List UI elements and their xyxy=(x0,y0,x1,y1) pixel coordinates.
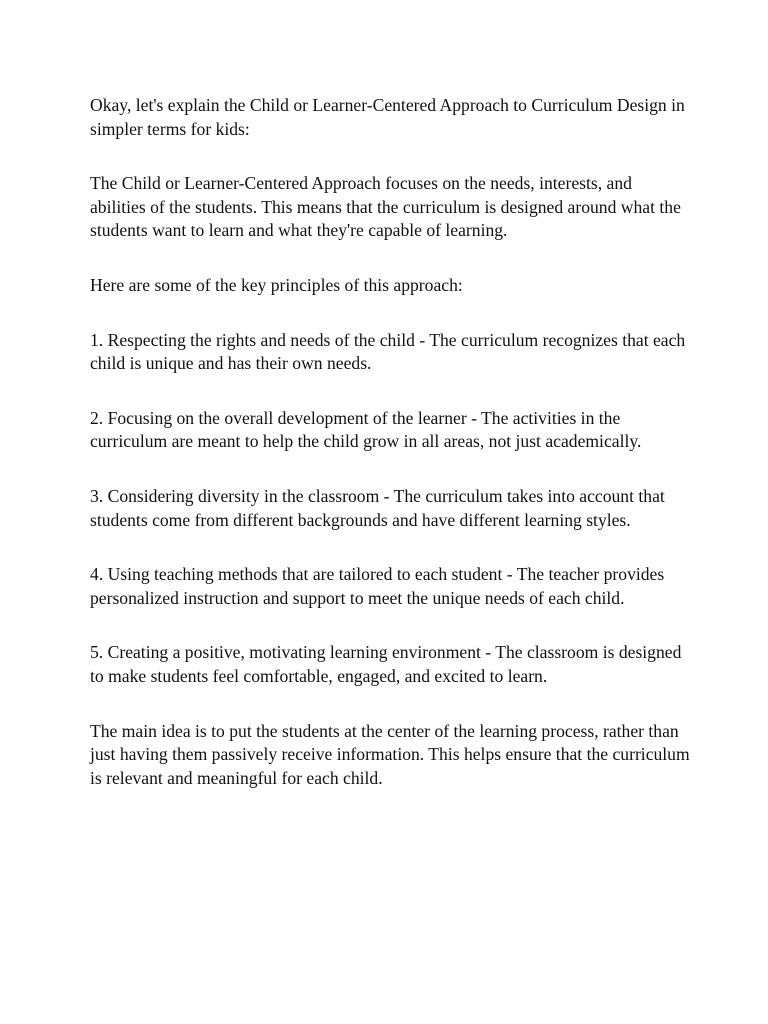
principle-1-paragraph: 1. Respecting the rights and needs of the child - The curriculum recognizes that each child is unique and has their own needs. xyxy=(90,329,686,374)
principle-2-paragraph: 2. Focusing on the overall development of the learner - The activities in the curriculum are meant to help the child grow in all areas, not just academically. xyxy=(90,407,642,452)
principle-3-paragraph: 3. Considering diversity in the classroom - The curriculum takes into account that students come from different backgrounds and have different learning styles. xyxy=(90,485,665,530)
principle-5-paragraph: 5. Creating a positive, motivating learning environment - The classroom is designed to make students feel comfortable, engaged, and excited to learn. xyxy=(90,642,682,686)
document-page xyxy=(90,94,690,821)
conclusion-paragraph: The main idea is to put the students at the center of the learning process, rather than just having them passively receive information. This helps ensure that the curriculum is relevant and meaningful for each child. xyxy=(90,720,690,788)
intro-paragraph: Okay, let's explain the Child or Learner-Centered Approach to Curriculum Design in simpler terms for kids: xyxy=(90,95,685,139)
principles-heading-paragraph: Here are some of the key principles of this approach: xyxy=(90,274,463,295)
definition-paragraph: The Child or Learner-Centered Approach focuses on the needs, interests, and abilities of the students. This means that the curriculum is designed around what the students want to learn and what they're capable of learning. xyxy=(90,173,681,241)
principle-4-paragraph: 4. Using teaching methods that are tailored to each student - The teacher provides personalized instruction and support to meet the unique needs of each child. xyxy=(90,564,665,608)
